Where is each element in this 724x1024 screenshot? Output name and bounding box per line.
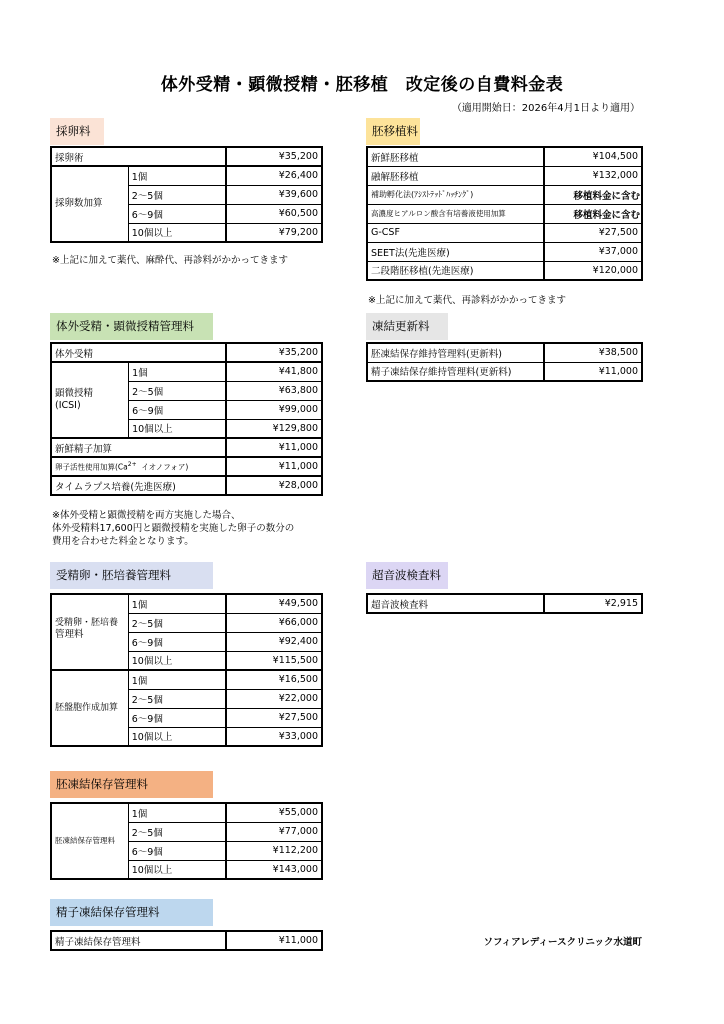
row-price: ¥35,200	[226, 343, 322, 362]
row-price: ¥39,600	[226, 185, 322, 204]
group-label: 胚凍結保存管理料	[51, 803, 128, 879]
table-taigai	[50, 342, 323, 496]
row-price: ¥66,000	[226, 613, 322, 632]
effective-date: （適用開始日：2026年4月1日より適用）	[451, 103, 640, 114]
row-label: 6～9個	[128, 708, 225, 727]
row-price: ¥104,500	[544, 147, 642, 166]
row-label: 新鮮精子加算	[51, 438, 226, 457]
row-label: 精子凍結保存維持管理料(更新料)	[367, 362, 544, 381]
note-taigai	[52, 509, 294, 548]
table-row	[367, 166, 642, 185]
note-line: 費用を合わせた料金となります。	[52, 536, 194, 547]
table-row	[367, 362, 642, 381]
section-header-juseiran: 受精卵・胚培養管理料	[50, 562, 213, 589]
row-price: ¥27,500	[226, 708, 322, 727]
group-label-line2: 管理料	[55, 629, 84, 640]
row-label: 融解胚移植	[367, 166, 544, 185]
row-price: ¥115,500	[226, 651, 322, 670]
row-label: 1個	[128, 594, 225, 613]
table-row	[51, 166, 322, 185]
row-price: ¥55,000	[226, 803, 322, 822]
table-row	[51, 803, 322, 822]
table-row	[51, 670, 322, 689]
row-label: 10個以上	[128, 651, 225, 670]
section-header-koushin: 凍結更新料	[366, 313, 448, 340]
table-row	[367, 594, 642, 613]
row-label	[51, 457, 226, 476]
row-label: 6～9個	[128, 204, 225, 223]
row-label: 1個	[128, 166, 225, 185]
section-header-sairan: 採卵料	[50, 118, 104, 145]
group-label: 採卵数加算	[51, 166, 128, 242]
row-price: ¥49,500	[226, 594, 322, 613]
row-price: ¥11,000	[226, 457, 322, 476]
note-sairan: ※上記に加えて薬代、麻酔代、再診料がかかってきます	[52, 255, 288, 266]
group-label: 胚盤胞作成加算	[51, 670, 128, 746]
row-price: ¥63,800	[226, 381, 322, 400]
row-price: ¥79,200	[226, 223, 322, 242]
clinic-name: ソフィアレディースクリニック水道町	[483, 937, 642, 948]
row-price: ¥129,800	[226, 419, 322, 438]
section-header-haiishoku: 胚移植料	[366, 118, 420, 145]
row-price: ¥11,000	[544, 362, 642, 381]
row-label: 10個以上	[128, 223, 225, 242]
note-haiishoku: ※上記に加えて薬代、再診料がかかってきます	[368, 295, 566, 306]
row-label: 採卵術	[51, 147, 226, 166]
group-label-line1: 顕微授精	[55, 388, 94, 399]
row-price: ¥132,000	[544, 166, 642, 185]
row-label: 10個以上	[129, 419, 227, 438]
row-label-main: 卵子活性使用加算(Ca	[55, 462, 128, 472]
table-row	[51, 147, 322, 166]
group-label	[51, 594, 128, 670]
row-price: ¥120,000	[544, 261, 642, 280]
section-header-taigai: 体外受精・顕微授精管理料	[50, 313, 213, 340]
table-row	[367, 147, 642, 166]
row-label: 2～5個	[129, 381, 227, 400]
row-label: 補助孵化法(ｱｼｽﾄﾃｯﾄﾞﾊｯﾁﾝｸﾞ)	[367, 185, 544, 204]
table-row	[51, 931, 322, 950]
row-price: ¥11,000	[226, 438, 322, 457]
section-header-seishi: 精子凍結保存管理料	[50, 899, 213, 926]
row-label: 超音波検査料	[367, 594, 544, 613]
group-label-line2: (ICSI)	[55, 400, 81, 411]
table-row	[367, 261, 642, 280]
row-price: ¥99,000	[226, 400, 322, 419]
row-price: 移植料金に含む	[544, 204, 642, 223]
row-label: 2～5個	[128, 822, 225, 841]
row-price: ¥27,500	[544, 223, 642, 242]
table-chouonpa	[366, 593, 643, 614]
row-label: 体外受精	[51, 343, 226, 362]
note-line: ※体外受精と顕微授精を両方実施した場合、	[52, 510, 241, 521]
section-header-chouonpa: 超音波検査料	[366, 562, 448, 589]
table-row	[51, 476, 322, 495]
row-price: ¥92,400	[226, 632, 322, 651]
row-label: 精子凍結保存管理料	[51, 931, 226, 950]
row-label: 6～9個	[129, 400, 227, 419]
table-row	[367, 185, 642, 204]
row-price: ¥16,500	[226, 670, 322, 689]
note-line: 体外受精料17,600円と顕微授精を実施した卵子の数分の	[52, 523, 295, 534]
row-label-sup: 2+	[127, 460, 137, 468]
row-price: ¥28,000	[226, 476, 322, 495]
group-label-line1: 受精卵・胚培養	[55, 618, 119, 628]
row-price: ¥143,000	[226, 860, 322, 879]
row-label: 10個以上	[128, 860, 225, 879]
table-row	[367, 204, 642, 223]
row-price: ¥60,500	[226, 204, 322, 223]
page-title: 体外受精・顕微授精・胚移植 改定後の自費料金表	[160, 75, 564, 95]
row-label: 1個	[128, 803, 225, 822]
row-price: ¥38,500	[544, 343, 642, 362]
row-label: 6～9個	[128, 632, 225, 651]
table-row	[51, 343, 322, 362]
row-label: 二段階胚移植(先進医療)	[367, 261, 544, 280]
row-label: 胚凍結保存維持管理料(更新料)	[367, 343, 544, 362]
table-koushin	[366, 342, 643, 382]
row-label: G-CSF	[367, 223, 544, 242]
row-price: ¥33,000	[226, 727, 322, 746]
row-price: 移植料金に含む	[544, 185, 642, 204]
row-price: ¥77,000	[226, 822, 322, 841]
row-label: 10個以上	[128, 727, 225, 746]
table-juseiran	[50, 593, 323, 747]
table-row	[51, 457, 322, 476]
row-price: ¥35,200	[226, 147, 322, 166]
section-header-haitouketsu: 胚凍結保存管理料	[50, 771, 213, 798]
group-label	[51, 362, 129, 438]
row-label: 2～5個	[128, 185, 225, 204]
table-row	[51, 438, 322, 457]
row-label: 高濃度ヒアルロン酸含有培養液使用加算	[367, 204, 544, 223]
table-row	[51, 594, 322, 613]
row-label: 6～9個	[128, 841, 225, 860]
row-price: ¥37,000	[544, 242, 642, 261]
row-label-tail: イオノフォア)	[136, 462, 189, 472]
row-label: SEET法(先進医療)	[367, 242, 544, 261]
table-seishi	[50, 930, 323, 951]
row-price: ¥112,200	[226, 841, 322, 860]
row-label: 1個	[129, 362, 227, 381]
table-sairan	[50, 146, 323, 243]
table-haiishoku	[366, 146, 643, 281]
row-label: 2～5個	[128, 613, 225, 632]
row-price: ¥22,000	[226, 689, 322, 708]
row-label: 1個	[128, 670, 225, 689]
row-label: 2～5個	[128, 689, 225, 708]
table-row	[51, 362, 322, 381]
table-haitouketsu	[50, 802, 323, 880]
table-row	[367, 242, 642, 261]
row-price: ¥41,800	[226, 362, 322, 381]
table-row	[367, 223, 642, 242]
row-price: ¥26,400	[226, 166, 322, 185]
row-label: タイムラプス培養(先進医療)	[51, 476, 226, 495]
row-price: ¥2,915	[544, 594, 642, 613]
table-row	[367, 343, 642, 362]
row-label: 新鮮胚移植	[367, 147, 544, 166]
row-price: ¥11,000	[226, 931, 322, 950]
